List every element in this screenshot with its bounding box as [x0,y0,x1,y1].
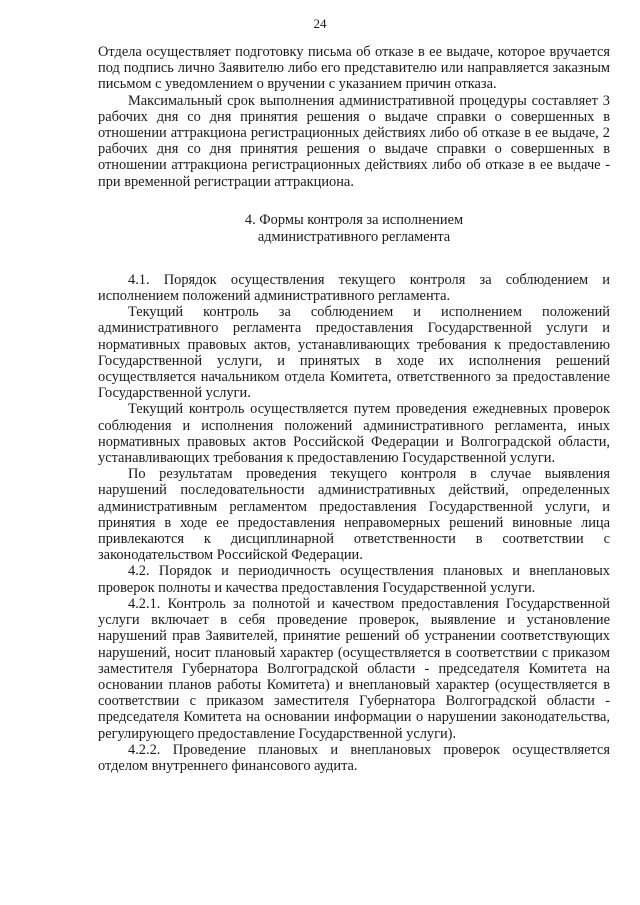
section-heading-line-2: административного регламента [257,228,451,245]
section-heading [98,212,610,246]
paragraph-daily-checks: Текущий контроль осуществляется путем проведения ежедневных проверок соблюдения и исполнения положений административного регламента, иных нормативных правовых актов Российской Федерации и Волгоградской области, устанавливающих требования к предоставлению Государственной услуги. [98,401,610,467]
paragraph-violations: По результатам проведения текущего контроля в случае выявления нарушений последовательности административных действий, определенных административным регламентом предоставления Государственной услуги, и принятия в ходе ее предоставления неправомерных решений виновные лица привлекаются к дисциплинарной ответственности в соответствии с законодательством Российской Федерации. [98,466,610,564]
paragraph-4-2-2: 4.2.2. Проведение плановых и внеплановых проверок осуществляется отделом внутреннего финансового аудита. [98,741,610,774]
paragraph-4-2: 4.2. Порядок и периодичность осуществления плановых и внеплановых проверок полноты и качества предоставления Государственной услуги. [98,563,610,596]
paragraph-max-duration: Максимальный срок выполнения административной процедуры составляет 3 рабочих дня со дня принятия решения о выдаче справки о совершенных в отношении аттракциона регистрационных действиях либо об отказе в ее выдаче, 2 рабочих дня со дня принятия решения о выдаче справки о совершенных в отношении аттракциона регистрационных действиях либо об отказе в ее выдаче - при временной регистрации аттракциона. [98,92,610,190]
paragraph-current-control: Текущий контроль за соблюдением и исполнением положений административного регламента предоставления Государственной услуги и нормативных правовых актов, устанавливающих требования к предоставлению Государственной услуги, и принятых в ходе их исполнения решений осуществляется начальником отдела Комитета, ответственного за предоставление Государственной услуги. [98,304,610,402]
paragraph-4-1: 4.1. Порядок осуществления текущего контроля за соблюдением и исполнением положений административного регламента. [98,271,610,305]
paragraph-refusal-letter: Отдела осуществляет подготовку письма об отказе в ее выдаче, которое вручается под подпись лично Заявителю либо его представителю или направляется заказным письмом с уведомлением о вручении с указанием причин отказа. [98,44,610,93]
section-heading-line-1: 4. Формы контроля за исполнением [244,211,464,228]
page-number: 24 [313,16,327,31]
paragraph-4-2-1: 4.2.1. Контроль за полнотой и качеством предоставления Государственной услуги включает в себя проведение проверок, выявление и установление нарушений прав Заявителей, принятие решений об устранении соответствующих нарушений, носит плановый характер (осуществляется в соответствии с приказом заместителя Губернатора Волгоградской области - председателя Комитета на основании планов работы Комитета) и внеплановый характер (осуществляется в соответствии с приказом заместителя Губернатора Волгоградской области - председателя Комитета на основании информации о нарушении законодательства, регулирующего предоставление Государственной услуги). [98,595,610,742]
document-body [98,44,610,774]
